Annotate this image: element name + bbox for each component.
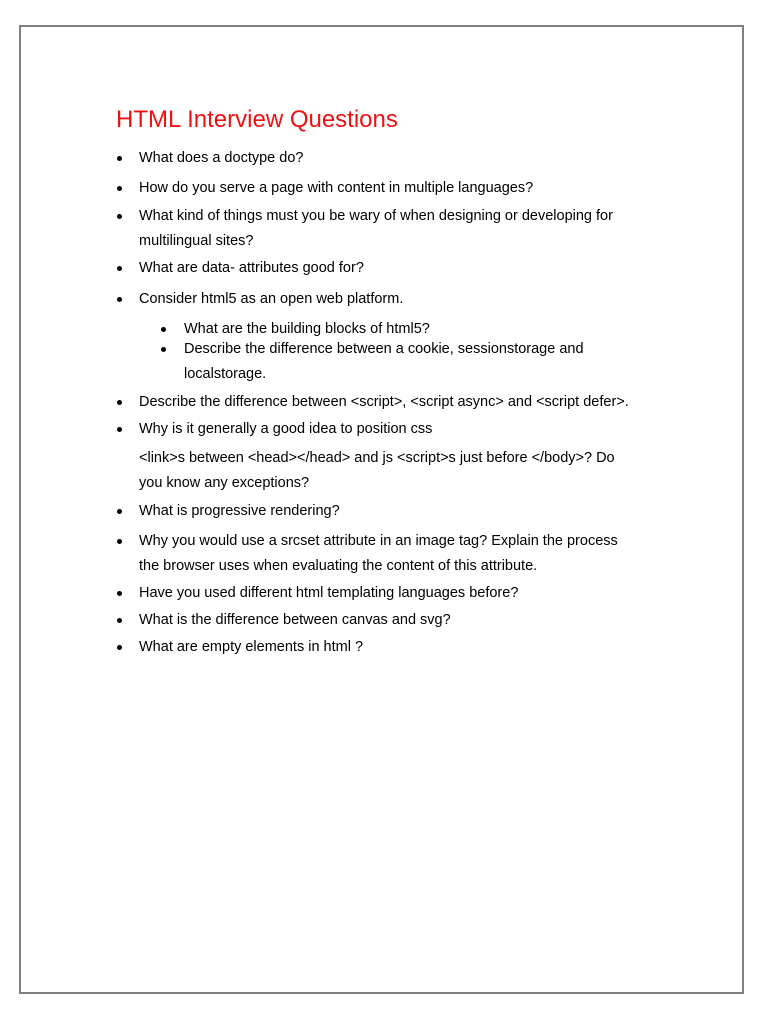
sub-question-text: What are the building blocks of html5? (184, 321, 430, 337)
question-text: <link>s between <head></head> and js <script>s just before </body>? Do (139, 450, 615, 466)
document-page (19, 25, 744, 994)
document-title: HTML Interview Questions (116, 106, 398, 133)
question-text: What kind of things must you be wary of when designing or developing for (139, 208, 613, 224)
bullet-icon (117, 297, 122, 302)
bullet-icon (117, 156, 122, 161)
question-text: Describe the difference between <script>, <script async> and <script defer>. (139, 394, 629, 410)
question-text: Why is it generally a good idea to position css (139, 421, 433, 437)
bullet-icon (117, 645, 122, 650)
bullet-icon (117, 266, 122, 271)
bullet-icon (117, 618, 122, 623)
question-text: the browser uses when evaluating the content of this attribute. (139, 558, 538, 574)
sub-question-text: Describe the difference between a cookie, sessionstorage and (184, 341, 584, 357)
question-text: What are empty elements in html ? (139, 639, 364, 655)
bullet-icon (161, 347, 166, 352)
question-text: How do you serve a page with content in multiple languages? (139, 180, 534, 196)
bullet-icon (117, 186, 122, 191)
question-text: What does a doctype do? (139, 150, 304, 166)
bullet-icon (117, 214, 122, 219)
question-text: What is progressive rendering? (139, 503, 340, 519)
bullet-icon (117, 400, 122, 405)
bullet-icon (117, 539, 122, 544)
bullet-icon (117, 427, 122, 432)
bullet-icon (117, 591, 122, 596)
question-text: What is the difference between canvas and svg? (139, 612, 451, 628)
question-text: What are data- attributes good for? (139, 260, 364, 276)
bullet-icon (117, 509, 122, 514)
question-text: Why you would use a srcset attribute in an image tag? Explain the process (139, 533, 618, 549)
question-text: Consider html5 as an open web platform. (139, 291, 404, 307)
question-text: you know any exceptions? (139, 475, 310, 491)
question-text: Have you used different html templating languages before? (139, 585, 519, 601)
question-text: multilingual sites? (139, 233, 254, 249)
bullet-icon (161, 327, 166, 332)
sub-question-text: localstorage. (184, 366, 267, 382)
